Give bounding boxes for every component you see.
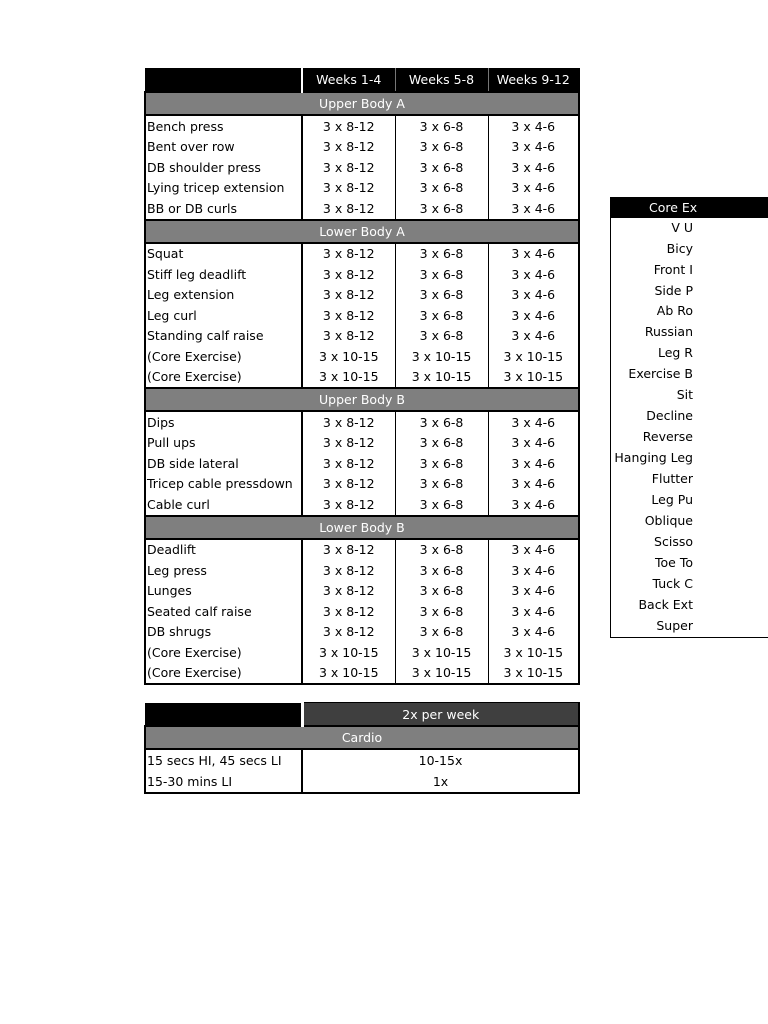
sets-reps: 3 x 6-8: [395, 433, 488, 454]
core-exercise-item: Sit: [676, 387, 693, 402]
table-row: [145, 243, 579, 265]
sets-reps: 3 x 8-12: [302, 285, 395, 306]
core-exercise-item: Back Ext: [638, 597, 693, 612]
sets-reps: 3 x 8-12: [302, 622, 395, 643]
exercise-name: Leg extension: [145, 285, 302, 306]
table-row: [145, 539, 579, 561]
sets-reps: 3 x 8-12: [302, 178, 395, 199]
core-exercise-item: Tuck C: [652, 576, 693, 591]
table-row: [145, 622, 579, 643]
sets-reps: 3 x 10-15: [488, 367, 579, 389]
core-exercise-item: Oblique: [644, 513, 693, 528]
exercise-name: Cable curl: [145, 494, 302, 516]
sets-reps: 3 x 8-12: [302, 411, 395, 433]
cardio-reps: 10-15x: [302, 749, 579, 771]
core-exercise-item: Hanging Leg: [614, 450, 693, 465]
sets-reps: 3 x 8-12: [302, 494, 395, 516]
sets-reps: 3 x 8-12: [302, 305, 395, 326]
sets-reps: 3 x 8-12: [302, 581, 395, 602]
cardio-type: 15-30 mins LI: [145, 771, 302, 793]
exercise-name: Pull ups: [145, 433, 302, 454]
table-row: [145, 642, 579, 663]
table-row: [145, 264, 579, 285]
sets-reps: 3 x 4-6: [488, 115, 579, 137]
sets-reps: 3 x 6-8: [395, 474, 488, 495]
sets-reps: 3 x 6-8: [395, 285, 488, 306]
table-row: [145, 346, 579, 367]
table-row: [145, 305, 579, 326]
sets-reps: 3 x 6-8: [395, 453, 488, 474]
sets-reps: 3 x 8-12: [302, 326, 395, 347]
cardio-reps: 1x: [302, 771, 579, 793]
exercise-name: Leg curl: [145, 305, 302, 326]
core-exercise-item: V U: [671, 220, 693, 235]
sets-reps: 3 x 4-6: [488, 494, 579, 516]
sets-reps: 3 x 4-6: [488, 326, 579, 347]
section-row: [145, 220, 579, 243]
section-title: Cardio: [145, 726, 579, 749]
exercise-name: Squat: [145, 243, 302, 265]
table-row: [145, 560, 579, 581]
table-row: [145, 326, 579, 347]
core-exercise-item: Reverse: [642, 429, 693, 444]
week-range-header: Weeks 1-4: [302, 68, 395, 92]
week-range-header: Weeks 5-8: [395, 68, 488, 92]
cardio-frequency-header: 2x per week: [302, 703, 579, 727]
core-exercise-item: Toe To: [655, 555, 693, 570]
cardio-type: 15 secs HI, 45 secs LI: [145, 749, 302, 771]
table-row: [145, 157, 579, 178]
sets-reps: 3 x 4-6: [488, 243, 579, 265]
exercise-name: DB side lateral: [145, 453, 302, 474]
exercise-name: Lunges: [145, 581, 302, 602]
sets-reps: 3 x 6-8: [395, 539, 488, 561]
sets-reps: 3 x 8-12: [302, 115, 395, 137]
sets-reps: 3 x 4-6: [488, 178, 579, 199]
sets-reps: 3 x 8-12: [302, 453, 395, 474]
week-range-header: Weeks 9-12: [488, 68, 579, 92]
sets-reps: 3 x 8-12: [302, 243, 395, 265]
sets-reps: 3 x 6-8: [395, 243, 488, 265]
exercise-name: Bench press: [145, 115, 302, 137]
sets-reps: 3 x 6-8: [395, 601, 488, 622]
exercise-name: (Core Exercise): [145, 663, 302, 685]
sets-reps: 3 x 8-12: [302, 433, 395, 454]
section-row: [145, 92, 579, 115]
exercise-name: Seated calf raise: [145, 601, 302, 622]
table-row: [145, 453, 579, 474]
table-row: [145, 494, 579, 516]
header-blank: [145, 68, 302, 92]
exercise-name: (Core Exercise): [145, 367, 302, 389]
table-row: [145, 178, 579, 199]
section-row: [145, 726, 579, 749]
core-exercise-item: Ab Ro: [656, 303, 693, 318]
sets-reps: 3 x 10-15: [488, 663, 579, 685]
exercise-name: Deadlift: [145, 539, 302, 561]
sets-reps: 3 x 6-8: [395, 326, 488, 347]
core-exercise-item: Flutter: [651, 471, 693, 486]
table-row: [145, 198, 579, 220]
section-row: [145, 516, 579, 539]
section-title: Upper Body A: [145, 92, 579, 115]
exercise-name: (Core Exercise): [145, 642, 302, 663]
table-row: [145, 749, 579, 771]
exercise-name: Standing calf raise: [145, 326, 302, 347]
sets-reps: 3 x 10-15: [302, 367, 395, 389]
header-row: [145, 68, 579, 92]
sets-reps: 3 x 4-6: [488, 285, 579, 306]
core-exercise-item: Side P: [654, 283, 693, 298]
sets-reps: 3 x 8-12: [302, 539, 395, 561]
sets-reps: 3 x 4-6: [488, 581, 579, 602]
sets-reps: 3 x 4-6: [488, 198, 579, 220]
core-exercise-item: Bicy: [666, 241, 693, 256]
table-row: [145, 474, 579, 495]
cardio-table: [144, 702, 580, 794]
exercise-name: Leg press: [145, 560, 302, 581]
sets-reps: 3 x 6-8: [395, 157, 488, 178]
sets-reps: 3 x 4-6: [488, 411, 579, 433]
table-row: [145, 601, 579, 622]
sets-reps: 3 x 4-6: [488, 137, 579, 158]
sets-reps: 3 x 6-8: [395, 137, 488, 158]
sets-reps: 3 x 6-8: [395, 178, 488, 199]
sets-reps: 3 x 4-6: [488, 453, 579, 474]
table-row: [145, 411, 579, 433]
section-title: Upper Body B: [145, 388, 579, 411]
core-table-header: Core Ex: [611, 197, 768, 218]
core-exercises-table: [610, 197, 768, 638]
core-exercise-item: Leg Pu: [651, 492, 693, 507]
sets-reps: 3 x 10-15: [395, 642, 488, 663]
sets-reps: 3 x 4-6: [488, 622, 579, 643]
core-exercise-item: Decline: [646, 408, 693, 423]
exercise-name: DB shoulder press: [145, 157, 302, 178]
exercise-name: Stiff leg deadlift: [145, 264, 302, 285]
sets-reps: 3 x 6-8: [395, 305, 488, 326]
sets-reps: 3 x 10-15: [302, 346, 395, 367]
sets-reps: 3 x 4-6: [488, 560, 579, 581]
sets-reps: 3 x 10-15: [302, 663, 395, 685]
sets-reps: 3 x 4-6: [488, 305, 579, 326]
core-exercise-item: Scisso: [654, 534, 693, 549]
table-row: [145, 581, 579, 602]
sets-reps: 3 x 10-15: [488, 642, 579, 663]
sets-reps: 3 x 8-12: [302, 560, 395, 581]
table-row: [145, 771, 579, 793]
sets-reps: 3 x 10-15: [395, 663, 488, 685]
sets-reps: 3 x 6-8: [395, 411, 488, 433]
exercise-name: (Core Exercise): [145, 346, 302, 367]
sets-reps: 3 x 8-12: [302, 137, 395, 158]
exercise-name: Bent over row: [145, 137, 302, 158]
sets-reps: 3 x 8-12: [302, 601, 395, 622]
sets-reps: 3 x 10-15: [395, 346, 488, 367]
cardio-header-row: [145, 703, 579, 727]
workout-schedule-table: [144, 68, 580, 685]
table-row: [145, 137, 579, 158]
exercise-name: DB shrugs: [145, 622, 302, 643]
exercise-name: Dips: [145, 411, 302, 433]
core-exercise-item: Russian: [644, 324, 693, 339]
core-exercise-item: Front I: [653, 262, 693, 277]
sets-reps: 3 x 6-8: [395, 494, 488, 516]
sets-reps: 3 x 4-6: [488, 539, 579, 561]
sets-reps: 3 x 4-6: [488, 433, 579, 454]
table-row: [145, 115, 579, 137]
sets-reps: 3 x 6-8: [395, 581, 488, 602]
sets-reps: 3 x 4-6: [488, 601, 579, 622]
core-exercise-item: Super: [656, 618, 693, 633]
sets-reps: 3 x 6-8: [395, 622, 488, 643]
table-row: [145, 285, 579, 306]
core-exercise-list: [611, 218, 693, 637]
exercise-name: Lying tricep extension: [145, 178, 302, 199]
section-row: [145, 388, 579, 411]
sets-reps: 3 x 10-15: [302, 642, 395, 663]
sets-reps: 3 x 6-8: [395, 198, 488, 220]
sets-reps: 3 x 6-8: [395, 560, 488, 581]
sets-reps: 3 x 10-15: [395, 367, 488, 389]
sets-reps: 3 x 6-8: [395, 264, 488, 285]
sets-reps: 3 x 4-6: [488, 264, 579, 285]
cardio-header-blank: [145, 703, 302, 727]
table-row: [145, 663, 579, 685]
sets-reps: 3 x 6-8: [395, 115, 488, 137]
sets-reps: 3 x 10-15: [488, 346, 579, 367]
core-exercise-item: Leg R: [657, 345, 693, 360]
sets-reps: 3 x 8-12: [302, 264, 395, 285]
sets-reps: 3 x 8-12: [302, 474, 395, 495]
sets-reps: 3 x 8-12: [302, 198, 395, 220]
section-title: Lower Body A: [145, 220, 579, 243]
exercise-name: Tricep cable pressdown: [145, 474, 302, 495]
table-row: [145, 367, 579, 389]
sets-reps: 3 x 4-6: [488, 157, 579, 178]
table-row: [145, 433, 579, 454]
core-exercise-item: Exercise B: [628, 366, 693, 381]
sets-reps: 3 x 4-6: [488, 474, 579, 495]
exercise-name: BB or DB curls: [145, 198, 302, 220]
section-title: Lower Body B: [145, 516, 579, 539]
sets-reps: 3 x 8-12: [302, 157, 395, 178]
